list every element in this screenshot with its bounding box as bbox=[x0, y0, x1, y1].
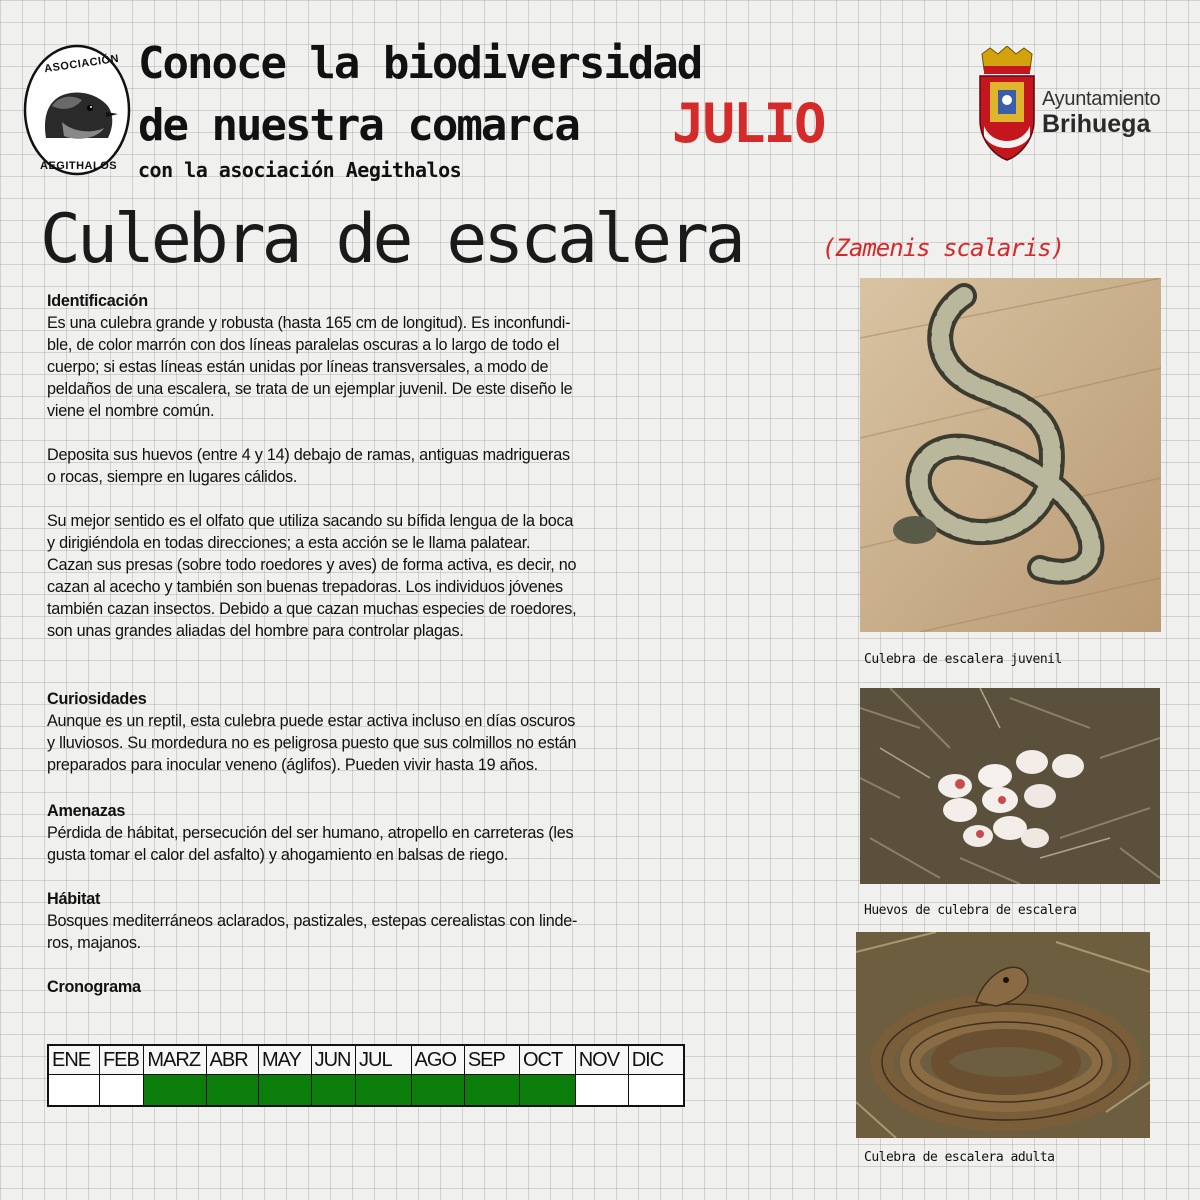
month-label-jun: JUN bbox=[311, 1045, 355, 1075]
brihuega-label: Brihuega bbox=[1042, 110, 1151, 138]
species-common-name: Culebra de escalera bbox=[40, 200, 742, 279]
snake-eggs-photo bbox=[860, 688, 1160, 884]
cronograma-activity-row bbox=[48, 1075, 684, 1107]
text-line: Cazan sus presas (sobre todo roedores y aves) de forma activa, es decir, no bbox=[47, 556, 577, 574]
month-label-ago: AGO bbox=[411, 1045, 464, 1075]
month-activity-cell bbox=[144, 1075, 206, 1107]
page-subtitle: con la asociación Aegithalos bbox=[138, 158, 462, 182]
curiosidades-section bbox=[47, 688, 687, 776]
month-label-dic: DIC bbox=[628, 1045, 684, 1075]
adult-snake-photo bbox=[856, 932, 1150, 1138]
month-label-oct: OCT bbox=[519, 1045, 575, 1075]
adult-photo-caption: Culebra de escalera adulta bbox=[864, 1150, 1055, 1165]
month-activity-cell bbox=[575, 1075, 628, 1107]
cronograma-heading: Cronograma bbox=[47, 978, 141, 996]
month-label-feb: FEB bbox=[99, 1045, 143, 1075]
habitat-section bbox=[47, 888, 687, 954]
amenazas-heading: Amenazas bbox=[47, 802, 126, 820]
juvenile-snake-photo bbox=[860, 278, 1161, 632]
month-activity-cell bbox=[48, 1075, 99, 1107]
curiosidades-heading: Curiosidades bbox=[47, 690, 147, 708]
text-line: son unas grandes aliadas del hombre para controlar plagas. bbox=[47, 622, 464, 640]
cronograma-month-row bbox=[48, 1045, 684, 1075]
text-line: y lluviosos. Su mordedura no es peligrosa puesto que sus colmillos no están bbox=[47, 734, 577, 752]
month-label-ene: ENE bbox=[48, 1045, 99, 1075]
month-label-nov: NOV bbox=[575, 1045, 628, 1075]
month-label-may: MAY bbox=[258, 1045, 311, 1075]
month-activity-cell bbox=[206, 1075, 258, 1107]
text-line: Es una culebra grande y robusta (hasta 165 cm de longitud). Es inconfundi- bbox=[47, 314, 571, 332]
eggs-photo-caption: Huevos de culebra de escalera bbox=[864, 903, 1077, 918]
text-line: gusta tomar el calor del asfalto) y ahogamiento en balsas de riego. bbox=[47, 846, 509, 864]
amenazas-section bbox=[47, 800, 687, 866]
month-label: JULIO bbox=[672, 92, 825, 155]
juvenile-photo-caption: Culebra de escalera juvenil bbox=[864, 652, 1062, 667]
text-line: Su mejor sentido es el olfato que utiliza sacando su bífida lengua de la boca bbox=[47, 512, 574, 530]
page-title-line2: de nuestra comarca bbox=[138, 100, 579, 151]
text-line: Deposita sus huevos (entre 4 y 14) debajo de ramas, antiguas madrigueras bbox=[47, 446, 570, 464]
month-label-jul: JUL bbox=[356, 1045, 412, 1075]
text-line: cazan al acecho y también son buenas trepadoras. Los individuos jóvenes bbox=[47, 578, 563, 596]
text-line: cuerpo; si estas líneas están unidas por líneas transversales, a modo de bbox=[47, 358, 549, 376]
identificacion-section bbox=[47, 290, 687, 642]
month-activity-cell bbox=[464, 1075, 519, 1107]
month-activity-cell bbox=[99, 1075, 143, 1107]
text-line: Pérdida de hábitat, persecución del ser humano, atropello en carreteras (les bbox=[47, 824, 574, 842]
text-line: también cazan insectos. Debido a que cazan muchas especies de roedores, bbox=[47, 600, 577, 618]
cronograma-table bbox=[47, 1044, 685, 1107]
ayuntamiento-label: Ayuntamiento bbox=[1042, 88, 1161, 110]
text-line: Aunque es un reptil, esta culebra puede estar activa incluso en días oscuros bbox=[47, 712, 576, 730]
text-line: viene el nombre común. bbox=[47, 402, 215, 420]
species-scientific-name: (Zamenis scalaris) bbox=[822, 234, 1065, 262]
month-activity-cell bbox=[628, 1075, 684, 1107]
month-activity-cell bbox=[519, 1075, 575, 1107]
text-line: y dirigiéndola en todas direcciones; a esta acción se le llama palatear. bbox=[47, 534, 531, 552]
assoc-logo-bottom-text: AEGITHALOS bbox=[40, 160, 118, 172]
month-activity-cell bbox=[311, 1075, 355, 1107]
text-line: preparados para inocular veneno (áglifos). Pueden vivir hasta 19 años. bbox=[47, 756, 538, 774]
text-line: peldaños de una escalera, se trata de un ejemplar juvenil. De este diseño le bbox=[47, 380, 573, 398]
month-label-abr: ABR bbox=[206, 1045, 258, 1075]
assoc-logo-top-text: ASOCIACIÓN bbox=[43, 52, 120, 76]
month-activity-cell bbox=[411, 1075, 464, 1107]
cronograma-section bbox=[47, 976, 687, 998]
text-line: o rocas, siempre en lugares cálidos. bbox=[47, 468, 298, 486]
month-label-marz: MARZ bbox=[144, 1045, 206, 1075]
text-line: ble, de color marrón con dos líneas paralelas oscuras a lo largo de todo el bbox=[47, 336, 560, 354]
month-activity-cell bbox=[258, 1075, 311, 1107]
text-line: ros, majanos. bbox=[47, 934, 141, 952]
month-activity-cell bbox=[356, 1075, 412, 1107]
text-line: Bosques mediterráneos aclarados, pastizales, estepas cerealistas con linde- bbox=[47, 912, 578, 930]
page-title-line1: Conoce la biodiversidad bbox=[138, 38, 702, 89]
identificacion-heading: Identificación bbox=[47, 292, 148, 310]
month-label-sep: SEP bbox=[464, 1045, 519, 1075]
habitat-heading: Hábitat bbox=[47, 890, 101, 908]
